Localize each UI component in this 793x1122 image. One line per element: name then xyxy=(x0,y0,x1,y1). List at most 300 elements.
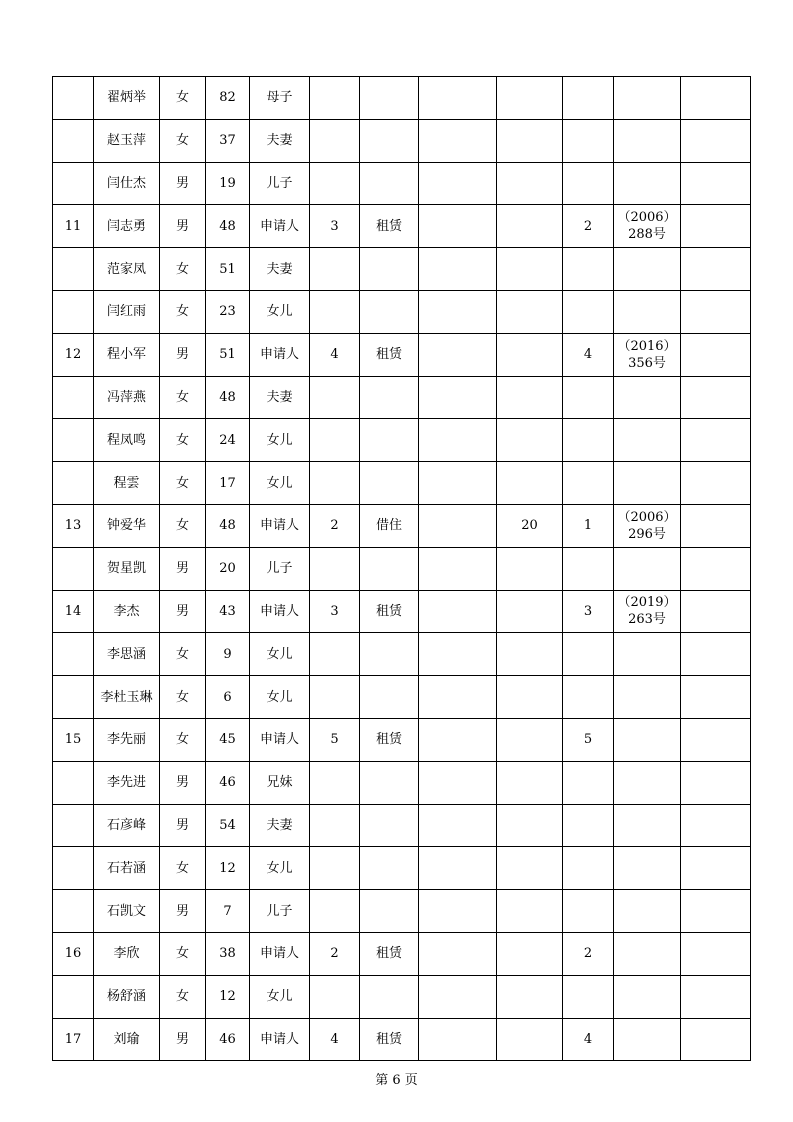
age-cell: 38 xyxy=(206,932,250,975)
name-cell: 程雲 xyxy=(94,462,160,505)
relation-cell: 女儿 xyxy=(250,975,310,1018)
relation-cell: 夫妻 xyxy=(250,376,310,419)
area-cell xyxy=(497,932,563,975)
members-cell xyxy=(310,547,360,590)
age-cell: 54 xyxy=(206,804,250,847)
age-cell: 12 xyxy=(206,975,250,1018)
blank-cell xyxy=(419,376,497,419)
remarks-cell xyxy=(681,890,751,933)
housing-cell xyxy=(360,162,419,205)
blank-cell xyxy=(419,804,497,847)
row-number xyxy=(53,847,94,890)
count-cell xyxy=(563,633,614,676)
table-row xyxy=(53,890,751,933)
count-cell xyxy=(563,462,614,505)
count-cell xyxy=(563,547,614,590)
table-row xyxy=(53,376,751,419)
count-cell xyxy=(563,847,614,890)
name-cell: 李杰 xyxy=(94,590,160,633)
members-cell xyxy=(310,761,360,804)
table-row xyxy=(53,590,751,633)
doc-number-cell xyxy=(614,633,681,676)
blank-cell xyxy=(419,162,497,205)
age-cell: 48 xyxy=(206,504,250,547)
doc-number-cell xyxy=(614,77,681,120)
blank-cell xyxy=(419,547,497,590)
name-cell: 冯萍燕 xyxy=(94,376,160,419)
name-cell: 李先进 xyxy=(94,761,160,804)
table-row xyxy=(53,419,751,462)
doc-year: （2006） xyxy=(617,210,677,226)
doc-number-cell xyxy=(614,376,681,419)
housing-cell xyxy=(360,633,419,676)
members-cell xyxy=(310,804,360,847)
remarks-cell xyxy=(681,633,751,676)
relation-cell: 夫妻 xyxy=(250,248,310,291)
doc-number-cell xyxy=(614,162,681,205)
table-row xyxy=(53,633,751,676)
area-cell xyxy=(497,633,563,676)
name-cell: 贺星凯 xyxy=(94,547,160,590)
area-cell xyxy=(497,205,563,248)
table-row xyxy=(53,77,751,120)
relation-cell: 儿子 xyxy=(250,890,310,933)
housing-cell xyxy=(360,77,419,120)
row-number xyxy=(53,975,94,1018)
housing-cell xyxy=(360,804,419,847)
blank-cell xyxy=(419,975,497,1018)
relation-cell: 申请人 xyxy=(250,333,310,376)
table-row xyxy=(53,205,751,248)
members-cell xyxy=(310,248,360,291)
area-cell xyxy=(497,547,563,590)
relation-cell: 申请人 xyxy=(250,1018,310,1061)
members-cell xyxy=(310,119,360,162)
doc-number-cell xyxy=(614,676,681,719)
count-cell xyxy=(563,676,614,719)
relation-cell: 女儿 xyxy=(250,847,310,890)
members-cell: 3 xyxy=(310,205,360,248)
remarks-cell xyxy=(681,847,751,890)
relation-cell: 申请人 xyxy=(250,205,310,248)
name-cell: 刘瑜 xyxy=(94,1018,160,1061)
area-cell xyxy=(497,376,563,419)
count-cell: 1 xyxy=(563,504,614,547)
remarks-cell xyxy=(681,333,751,376)
area-cell xyxy=(497,333,563,376)
relation-cell: 儿子 xyxy=(250,162,310,205)
housing-cell xyxy=(360,761,419,804)
age-cell: 46 xyxy=(206,761,250,804)
row-number xyxy=(53,290,94,333)
row-number: 14 xyxy=(53,590,94,633)
row-number xyxy=(53,419,94,462)
blank-cell xyxy=(419,205,497,248)
remarks-cell xyxy=(681,376,751,419)
relation-cell: 申请人 xyxy=(250,718,310,761)
relation-cell: 申请人 xyxy=(250,932,310,975)
age-cell: 23 xyxy=(206,290,250,333)
blank-cell xyxy=(419,932,497,975)
table-row xyxy=(53,248,751,291)
relation-cell: 夫妻 xyxy=(250,804,310,847)
table-row xyxy=(53,547,751,590)
sex-cell: 女 xyxy=(160,633,206,676)
count-cell: 4 xyxy=(563,333,614,376)
table-row xyxy=(53,119,751,162)
sex-cell: 女 xyxy=(160,248,206,291)
relation-cell: 女儿 xyxy=(250,633,310,676)
remarks-cell xyxy=(681,248,751,291)
age-cell: 6 xyxy=(206,676,250,719)
row-number xyxy=(53,119,94,162)
members-cell xyxy=(310,847,360,890)
age-cell: 46 xyxy=(206,1018,250,1061)
count-cell xyxy=(563,804,614,847)
doc-number-cell xyxy=(614,248,681,291)
relation-cell: 女儿 xyxy=(250,462,310,505)
age-cell: 12 xyxy=(206,847,250,890)
name-cell: 翟炳举 xyxy=(94,77,160,120)
row-number xyxy=(53,162,94,205)
housing-cell xyxy=(360,376,419,419)
table-row xyxy=(53,718,751,761)
sex-cell: 女 xyxy=(160,504,206,547)
blank-cell xyxy=(419,633,497,676)
doc-number-cell xyxy=(614,590,681,633)
name-cell: 闫仕杰 xyxy=(94,162,160,205)
housing-cell: 借住 xyxy=(360,504,419,547)
sex-cell: 女 xyxy=(160,676,206,719)
doc-serial: 288号 xyxy=(628,227,666,243)
area-cell xyxy=(497,77,563,120)
doc-number-cell xyxy=(614,718,681,761)
remarks-cell xyxy=(681,77,751,120)
count-cell xyxy=(563,248,614,291)
table-row xyxy=(53,676,751,719)
doc-serial: 296号 xyxy=(628,526,666,542)
members-cell xyxy=(310,890,360,933)
sex-cell: 女 xyxy=(160,462,206,505)
blank-cell xyxy=(419,77,497,120)
table-row xyxy=(53,847,751,890)
sex-cell: 女 xyxy=(160,718,206,761)
doc-year: （2006） xyxy=(617,509,677,525)
doc-number-cell xyxy=(614,290,681,333)
age-cell: 82 xyxy=(206,77,250,120)
housing-cell xyxy=(360,547,419,590)
housing-cell xyxy=(360,290,419,333)
blank-cell xyxy=(419,504,497,547)
sex-cell: 女 xyxy=(160,290,206,333)
remarks-cell xyxy=(681,162,751,205)
blank-cell xyxy=(419,290,497,333)
area-cell xyxy=(497,847,563,890)
blank-cell xyxy=(419,676,497,719)
row-number: 16 xyxy=(53,932,94,975)
housing-cell xyxy=(360,676,419,719)
age-cell: 24 xyxy=(206,419,250,462)
sex-cell: 男 xyxy=(160,205,206,248)
housing-cell xyxy=(360,890,419,933)
area-cell: 20 xyxy=(497,504,563,547)
relation-cell: 女儿 xyxy=(250,290,310,333)
age-cell: 17 xyxy=(206,462,250,505)
table-row xyxy=(53,932,751,975)
blank-cell xyxy=(419,590,497,633)
doc-number-cell xyxy=(614,761,681,804)
sex-cell: 男 xyxy=(160,1018,206,1061)
count-cell: 3 xyxy=(563,590,614,633)
name-cell: 闫志勇 xyxy=(94,205,160,248)
remarks-cell xyxy=(681,504,751,547)
age-cell: 51 xyxy=(206,333,250,376)
row-number: 13 xyxy=(53,504,94,547)
name-cell: 程凤鸣 xyxy=(94,419,160,462)
age-cell: 48 xyxy=(206,376,250,419)
row-number xyxy=(53,890,94,933)
row-number xyxy=(53,376,94,419)
sex-cell: 女 xyxy=(160,847,206,890)
relation-cell: 兄妹 xyxy=(250,761,310,804)
doc-number-cell xyxy=(614,932,681,975)
housing-cell: 租赁 xyxy=(360,333,419,376)
row-number xyxy=(53,547,94,590)
members-cell xyxy=(310,376,360,419)
members-cell xyxy=(310,419,360,462)
age-cell: 9 xyxy=(206,633,250,676)
age-cell: 51 xyxy=(206,248,250,291)
area-cell xyxy=(497,248,563,291)
doc-number-cell xyxy=(614,462,681,505)
area-cell xyxy=(497,119,563,162)
blank-cell xyxy=(419,462,497,505)
name-cell: 钟爱华 xyxy=(94,504,160,547)
relation-cell: 申请人 xyxy=(250,590,310,633)
doc-number-cell xyxy=(614,333,681,376)
area-cell xyxy=(497,590,563,633)
housing-cell xyxy=(360,847,419,890)
table-row xyxy=(53,333,751,376)
table-row xyxy=(53,462,751,505)
blank-cell xyxy=(419,419,497,462)
members-cell xyxy=(310,676,360,719)
members-cell xyxy=(310,162,360,205)
name-cell: 赵玉萍 xyxy=(94,119,160,162)
area-cell xyxy=(497,676,563,719)
sex-cell: 男 xyxy=(160,804,206,847)
doc-year: （2016） xyxy=(617,338,677,354)
name-cell: 李欣 xyxy=(94,932,160,975)
age-cell: 45 xyxy=(206,718,250,761)
blank-cell xyxy=(419,847,497,890)
age-cell: 48 xyxy=(206,205,250,248)
sex-cell: 女 xyxy=(160,419,206,462)
sex-cell: 女 xyxy=(160,975,206,1018)
relation-cell: 女儿 xyxy=(250,676,310,719)
count-cell xyxy=(563,419,614,462)
housing-cell xyxy=(360,462,419,505)
members-cell: 4 xyxy=(310,333,360,376)
area-cell xyxy=(497,890,563,933)
area-cell xyxy=(497,804,563,847)
sex-cell: 女 xyxy=(160,932,206,975)
sex-cell: 男 xyxy=(160,162,206,205)
members-cell: 2 xyxy=(310,932,360,975)
age-cell: 7 xyxy=(206,890,250,933)
remarks-cell xyxy=(681,462,751,505)
doc-serial: 263号 xyxy=(628,612,666,628)
housing-cell: 租赁 xyxy=(360,932,419,975)
age-cell: 43 xyxy=(206,590,250,633)
age-cell: 20 xyxy=(206,547,250,590)
table-row xyxy=(53,504,751,547)
name-cell: 程小军 xyxy=(94,333,160,376)
name-cell: 李杜玉琳 xyxy=(94,676,160,719)
table-row xyxy=(53,975,751,1018)
row-number xyxy=(53,676,94,719)
doc-number-cell xyxy=(614,804,681,847)
table-row xyxy=(53,162,751,205)
housing-cell xyxy=(360,119,419,162)
count-cell: 2 xyxy=(563,932,614,975)
row-number: 17 xyxy=(53,1018,94,1061)
table-row xyxy=(53,1018,751,1061)
area-cell xyxy=(497,1018,563,1061)
sex-cell: 女 xyxy=(160,77,206,120)
count-cell xyxy=(563,77,614,120)
remarks-cell xyxy=(681,718,751,761)
remarks-cell xyxy=(681,290,751,333)
remarks-cell xyxy=(681,547,751,590)
name-cell: 石若涵 xyxy=(94,847,160,890)
household-table xyxy=(52,76,751,1061)
sex-cell: 女 xyxy=(160,119,206,162)
doc-serial: 356号 xyxy=(628,355,666,371)
row-number xyxy=(53,248,94,291)
name-cell: 杨舒涵 xyxy=(94,975,160,1018)
count-cell xyxy=(563,376,614,419)
remarks-cell xyxy=(681,932,751,975)
relation-cell: 儿子 xyxy=(250,547,310,590)
blank-cell xyxy=(419,718,497,761)
count-cell xyxy=(563,761,614,804)
housing-cell: 租赁 xyxy=(360,718,419,761)
doc-number-cell xyxy=(614,205,681,248)
row-number: 11 xyxy=(53,205,94,248)
count-cell: 2 xyxy=(563,205,614,248)
blank-cell xyxy=(419,248,497,291)
sex-cell: 男 xyxy=(160,890,206,933)
area-cell xyxy=(497,162,563,205)
table-row xyxy=(53,804,751,847)
area-cell xyxy=(497,761,563,804)
relation-cell: 申请人 xyxy=(250,504,310,547)
name-cell: 李先丽 xyxy=(94,718,160,761)
remarks-cell xyxy=(681,975,751,1018)
members-cell xyxy=(310,975,360,1018)
age-cell: 37 xyxy=(206,119,250,162)
blank-cell xyxy=(419,1018,497,1061)
relation-cell: 女儿 xyxy=(250,419,310,462)
members-cell xyxy=(310,462,360,505)
row-number xyxy=(53,462,94,505)
name-cell: 李思涵 xyxy=(94,633,160,676)
area-cell xyxy=(497,462,563,505)
housing-cell: 租赁 xyxy=(360,1018,419,1061)
count-cell xyxy=(563,162,614,205)
name-cell: 石凯文 xyxy=(94,890,160,933)
count-cell: 5 xyxy=(563,718,614,761)
blank-cell xyxy=(419,761,497,804)
sex-cell: 男 xyxy=(160,547,206,590)
row-number xyxy=(53,761,94,804)
table-row xyxy=(53,761,751,804)
doc-number-cell xyxy=(614,890,681,933)
row-number xyxy=(53,633,94,676)
count-cell xyxy=(563,890,614,933)
area-cell xyxy=(497,290,563,333)
relation-cell: 夫妻 xyxy=(250,119,310,162)
remarks-cell xyxy=(681,590,751,633)
doc-number-cell xyxy=(614,119,681,162)
members-cell xyxy=(310,290,360,333)
doc-number-cell xyxy=(614,975,681,1018)
age-cell: 19 xyxy=(206,162,250,205)
doc-number-cell xyxy=(614,504,681,547)
area-cell xyxy=(497,419,563,462)
area-cell xyxy=(497,718,563,761)
blank-cell xyxy=(419,333,497,376)
name-cell: 闫红雨 xyxy=(94,290,160,333)
count-cell: 4 xyxy=(563,1018,614,1061)
members-cell: 5 xyxy=(310,718,360,761)
area-cell xyxy=(497,975,563,1018)
remarks-cell xyxy=(681,119,751,162)
remarks-cell xyxy=(681,1018,751,1061)
members-cell: 4 xyxy=(310,1018,360,1061)
housing-cell xyxy=(360,419,419,462)
name-cell: 石彦峰 xyxy=(94,804,160,847)
doc-number-cell xyxy=(614,847,681,890)
sex-cell: 男 xyxy=(160,761,206,804)
name-cell: 范家凤 xyxy=(94,248,160,291)
count-cell xyxy=(563,290,614,333)
housing-cell xyxy=(360,975,419,1018)
blank-cell xyxy=(419,119,497,162)
row-number: 15 xyxy=(53,718,94,761)
remarks-cell xyxy=(681,419,751,462)
blank-cell xyxy=(419,890,497,933)
housing-cell: 租赁 xyxy=(360,590,419,633)
row-number: 12 xyxy=(53,333,94,376)
sex-cell: 男 xyxy=(160,590,206,633)
sex-cell: 男 xyxy=(160,333,206,376)
sex-cell: 女 xyxy=(160,376,206,419)
members-cell xyxy=(310,633,360,676)
table-row xyxy=(53,290,751,333)
doc-number-cell xyxy=(614,1018,681,1061)
housing-cell xyxy=(360,248,419,291)
doc-number-cell xyxy=(614,419,681,462)
remarks-cell xyxy=(681,205,751,248)
count-cell xyxy=(563,119,614,162)
members-cell xyxy=(310,77,360,120)
row-number xyxy=(53,804,94,847)
row-number xyxy=(53,77,94,120)
remarks-cell xyxy=(681,761,751,804)
doc-number-cell xyxy=(614,547,681,590)
